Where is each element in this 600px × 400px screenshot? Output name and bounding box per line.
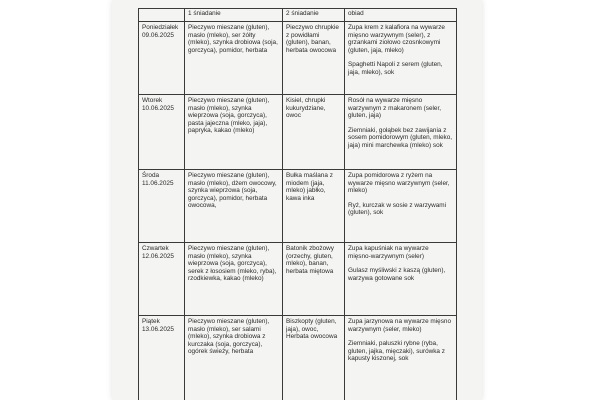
day-cell	[139, 22, 185, 95]
header-day	[139, 9, 185, 22]
lunch-cell	[345, 316, 457, 400]
breakfast-2-cell: Kisiel, chrupki kukurydziane, owoc	[283, 95, 345, 170]
day-date: 11.06.2025	[142, 179, 174, 187]
header-breakfast-1: 1 śniadanie	[185, 9, 283, 22]
lunch-main: Gulasz myśliwski z kaszą (gluten), warzywa gotowane sok	[348, 267, 446, 282]
lunch-soup: Zupa kapuśniak na wywarze mięsno-warzywnym (seler)	[348, 245, 429, 260]
header-breakfast-2: 2 śniadanie	[283, 9, 345, 22]
lunch-soup: Zupa krem z kalafiora na wywarze mięsno warzywnym (seler), z grzankami ziołowo czosnkowymi (gluten, jaja, mleko)	[348, 24, 445, 54]
day-date: 10.06.2025	[142, 104, 174, 112]
lunch-soup: Zupa jarzynowa na wywarze mięsno warzywnym (seler, mleko)	[348, 318, 452, 333]
breakfast-1-cell: Pieczywo mieszane (gluten), masło (mleko), dżem owocowy, szynka wieprzowa (soja, gorczyca), pomidor, herbata owocowa,	[185, 170, 283, 243]
day-cell	[139, 316, 185, 400]
day-name: Wtorek	[142, 97, 163, 104]
lunch-main: Ziemniaki, paluszki rybne (ryba, gluten, jajka, mięczaki), surówka z kapusty kiszonej, sok	[348, 340, 445, 363]
table-row	[139, 95, 457, 170]
table-row	[139, 316, 457, 400]
day-name: Środa	[142, 172, 160, 179]
lunch-main: Ryż, kurczak w sosie z warzywami (gluten), sok	[348, 201, 447, 217]
day-cell	[139, 95, 185, 170]
breakfast-2-cell: Batonik zbożowy (orzechy, gluten, mleko), banan, herbata miętowa	[283, 243, 345, 316]
lunch-main: Spaghetti Napoli z serem (gluten, jaja, mleko), sok	[348, 61, 443, 76]
day-cell	[139, 170, 185, 243]
lunch-main: Ziemniaki, gołąbek bez zawijania z sosem pomidorowym (gluten, mleko, jaja) mini marchewka (mleko) sok	[348, 126, 453, 149]
table-row	[139, 22, 457, 95]
lunch-soup: Zupa pomidorowa z ryżem na wywarze mięsno warzywnym (seler, mleko)	[348, 172, 450, 195]
day-date: 13.06.2025	[142, 325, 174, 333]
breakfast-2-cell: Bułka maślana z miodem (jaja, mleko) jabłko, kawa inka	[283, 170, 345, 243]
breakfast-2-cell: Pieczywo chrupkie z powidłami (gluten), banan, herbata owocowa	[283, 22, 345, 95]
breakfast-2-cell: Biszkopty (gluten, jaja), owoc, Herbata owocowa	[283, 316, 345, 400]
header-lunch: obiad	[345, 9, 457, 22]
header-row	[139, 9, 457, 22]
day-name: Poniedziałek	[142, 24, 179, 31]
lunch-cell	[345, 95, 457, 170]
day-name: Czwartek	[142, 245, 169, 252]
lunch-cell	[345, 170, 457, 243]
table-row	[139, 170, 457, 243]
lunch-cell	[345, 22, 457, 95]
lunch-soup: Rosół na wywarze mięsno warzywnym z makaronem (seler, gluten, jaja)	[348, 97, 442, 120]
breakfast-1-cell: Pieczywo mieszane (gluten), masło (mleko), ser salami (mleko), szynka drobiowa z kurczaka (soja, gorczyca), ogórek świeży, herbata	[185, 316, 283, 400]
day-cell	[139, 243, 185, 316]
menu-sheet	[112, 0, 482, 400]
day-date: 12.06.2025	[142, 252, 174, 260]
lunch-cell	[345, 243, 457, 316]
weekly-menu-table	[138, 8, 457, 400]
breakfast-1-cell: Pieczywo mieszane (gluten), masło (mleko), szynka wieprzowa (soja, gorczyca), pasta jajeczna (mleko, jaja), papryka, kakao (mleko)	[185, 95, 283, 170]
breakfast-1-cell: Pieczywo mieszane (gluten), masło (mleko), ser żółty (mleko), szynka drobiowa (soja, gorczyca), pomidor, herbata	[185, 22, 283, 95]
table-row	[139, 243, 457, 316]
day-name: Piątek	[142, 318, 160, 325]
breakfast-1-cell: Pieczywo mieszane (gluten), masło (mleko), szynka wieprzowa (soja, gorczyca), serek z łososiem (mleko, ryba), rzodkiewka, kakao (mleko)	[185, 243, 283, 316]
day-date: 09.06.2025	[142, 31, 174, 39]
